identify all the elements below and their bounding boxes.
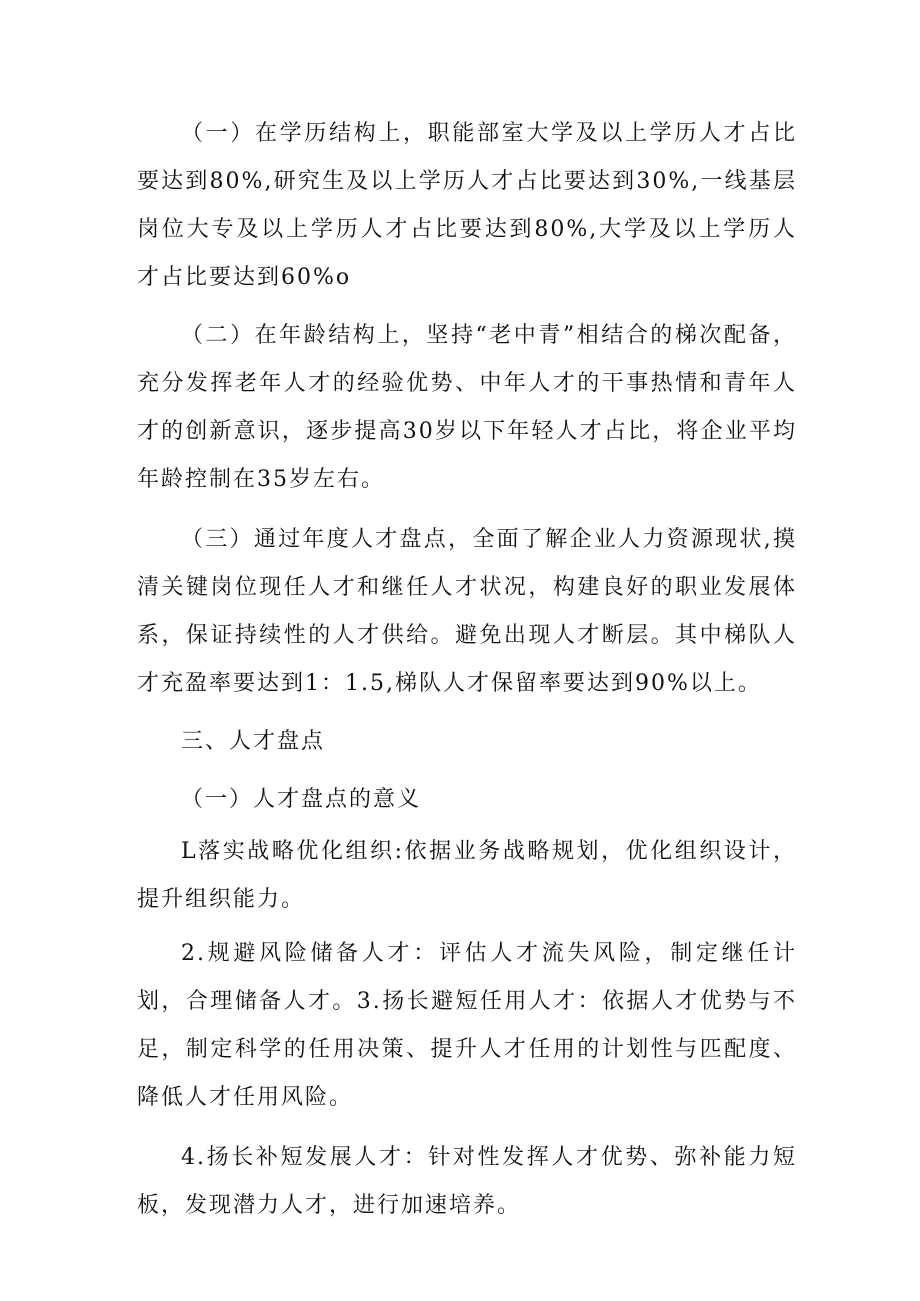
paragraph-education-structure: （一）在学历结构上，职能部室大学及以上学历人才占比要达到80%,研究生及以上学历人才占比要达到30%,一线基层岗位大专及以上学历人才占比要达到80%,大学及以上学历人才占比要达到60%o [137, 121, 797, 290]
paragraph-point-2-3: 2.规避风险储备人才：评估人才流失风险，制定继任计划，合理储备人才。3.扬长避短任用人才：依据人才优势与不足，制定科学的任用决策、提升人才任用的计划性与匹配度、降低人才任用风险。 [137, 941, 797, 1110]
paragraph-age-structure: （二）在年龄结构上，坚持“老中青”相结合的梯次配备，充分发挥老年人才的经验优势、中年人才的干事热情和青年人才的创新意识，逐步提高30岁以下年轻人才占比，将企业平均年龄控制在35岁左右。 [137, 323, 797, 492]
section-heading-talent-review: 三、人才盘点 [181, 729, 326, 754]
subsection-heading-meaning: （一）人才盘点的意义 [181, 787, 422, 812]
paragraph-talent-review-goal: （三）通过年度人才盘点，全面了解企业人力资源现状,摸清关键岗位现任人才和继任人才状况，构建良好的职业发展体系，保证持续性的人才供给。避免出现人才断层。其中梯队人才充盈率要达到1：1.5,梯队人才保留率要达到90%以上。 [137, 527, 797, 696]
document-body [137, 110, 797, 1230]
paragraph-point-4: 4.扬长补短发展人才：针对性发挥人才优势、弥补能力短板，发现潜力人才，进行加速培养。 [137, 1145, 797, 1218]
paragraph-point-1: L落实战略优化组织:依据业务战略规划，优化组织设计，提升组织能力。 [137, 839, 797, 912]
